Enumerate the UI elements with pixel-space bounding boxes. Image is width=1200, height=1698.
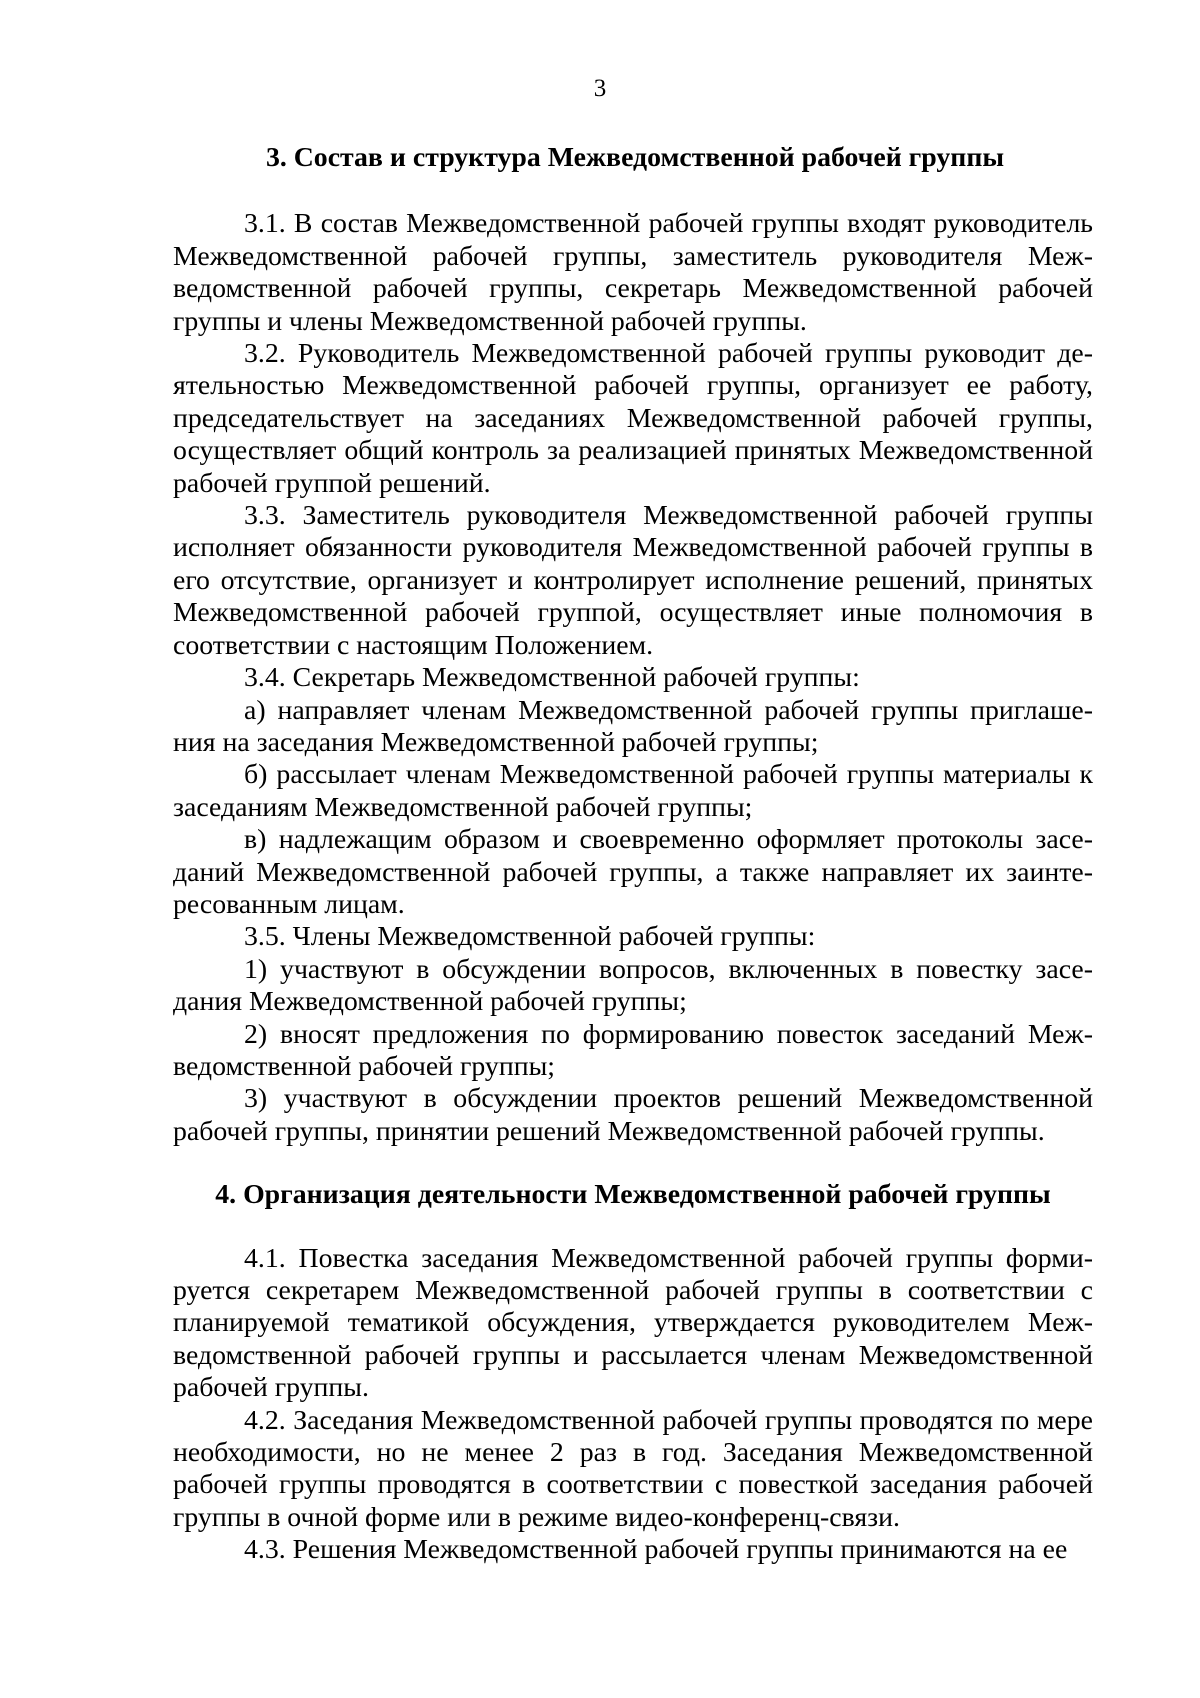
page-number: 3 — [593, 75, 607, 102]
document-body — [173, 142, 1093, 1567]
paragraph-3-4-v: в) надлежащим образом и своевременно оформляет протоколы заседаний Межведомственной рабочей группы, а также направляет их заинтересованным лицам. — [173, 824, 1093, 920]
paragraph-4-1: 4.1. Повестка заседания Межведомственной рабочей группы формируется секретарем Межведомственной рабочей группы в соответствии с планируемой тематикой обсуждения, утверждается руководителем Межведомственной рабочей группы и рассылается членам Межведомственной рабочей группы. — [173, 1242, 1093, 1404]
paragraph-4-3: 4.3. Решения Межведомственной рабочей группы принимаются на ее — [244, 1534, 1068, 1566]
paragraph-4-2: 4.2. Заседания Межведомственной рабочей группы проводятся по мере необходимости, но не менее 2 раз в год. Заседания Межведомственной рабочей группы проводятся в соответствии с повесткой заседания рабочей группы в очной форме или в режиме видео-конференц-связи. — [173, 1404, 1093, 1533]
paragraph-3-4: 3.4. Секретарь Межведомственной рабочей группы: — [244, 662, 860, 694]
paragraph-3-4-b: б) рассылает членам Межведомственной рабочей группы материалы к заседаниям Межведомственной рабочей группы; — [173, 759, 1093, 823]
paragraph-3-2: 3.2. Руководитель Межведомственной рабочей группы руководит деятельностью Межведомственной рабочей группы, организует ее работу, председательствует на заседаниях Межведомственной рабочей группы, осуществляет общий контроль за реализацией принятых Межведомственной рабочей группой решений. — [173, 338, 1093, 499]
paragraph-3-5: 3.5. Члены Межведомственной рабочей группы: — [244, 921, 816, 953]
paragraph-3-3: 3.3. Заместитель руководителя Межведомственной рабочей группы исполняет обязанности руководителя Межведомственной рабочей группы в его отсутствие, организует и контролирует исполнение решений, принятых Межведомственной рабочей группой, осуществляет иные полномочия в соответствии с настоящим Положением. — [173, 500, 1093, 661]
section-3-heading: 3. Состав и структура Межведомственной рабочей группы — [265, 142, 1005, 173]
section-4-heading: 4. Организация деятельности Межведомственной рабочей группы — [215, 1179, 1051, 1211]
paragraph-3-1: 3.1. В состав Межведомственной рабочей группы входят руководитель Межведомственной рабочей группы, заместитель руководителя Межведомственной рабочей группы, секретарь Межведомственной рабочей группы и члены Межведомственной рабочей группы. — [173, 208, 1093, 337]
paragraph-3-5-2: 2) вносят предложения по формированию повесток заседаний Межведомственной рабочей группы; — [173, 1018, 1093, 1082]
paragraph-3-4-a: а) направляет членам Межведомственной рабочей группы приглашения на заседания Межведомственной рабочей группы; — [173, 694, 1093, 758]
paragraph-3-5-3: 3) участвуют в обсуждении проектов решений Межведомственной рабочей группы, принятии решений Межведомственной рабочей группы. — [173, 1083, 1093, 1147]
paragraph-3-5-1: 1) участвуют в обсуждении вопросов, включенных в повестку заседания Межведомственной рабочей группы; — [173, 953, 1093, 1018]
